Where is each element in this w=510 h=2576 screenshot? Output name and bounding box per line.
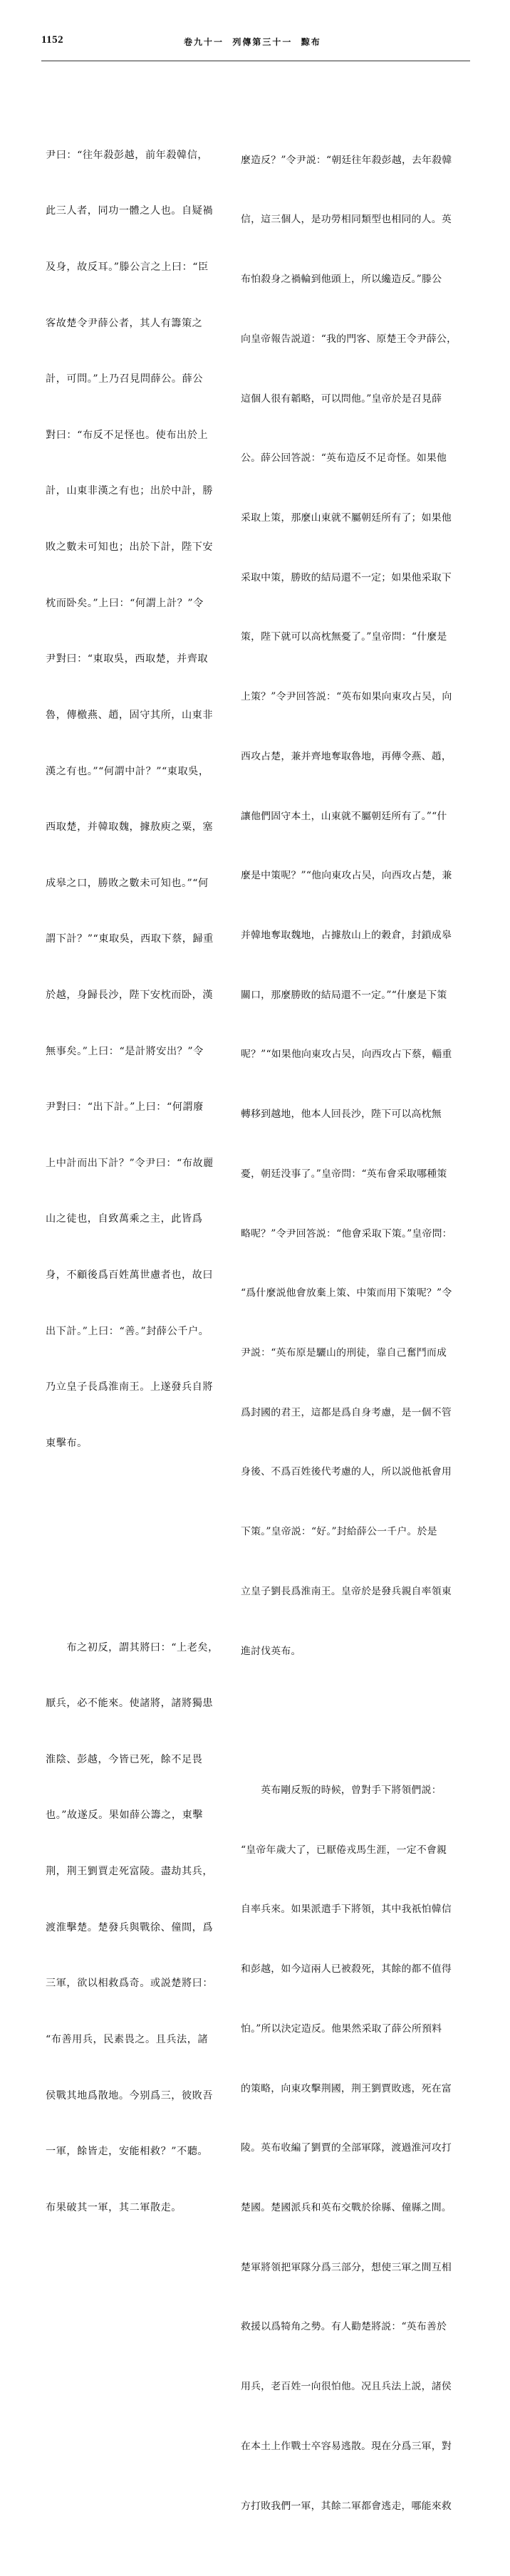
classical-paragraph-1 — [46, 108, 231, 1490]
text-line: 關口，那麼勝敗的結局還不一定。”“什麼是下策 — [241, 989, 447, 1001]
text-line: 枕而卧矣。”上曰：“何謂上計？”令 — [46, 597, 204, 609]
text-line: 信，這三個人，是功勞相同類型也相同的人。英 — [241, 214, 452, 226]
text-line: 渡淮擊楚。楚發兵與戰徐、僮間，爲 — [46, 1921, 214, 1933]
text-line: 布之初反，謂其將曰：“上老矣， — [46, 1641, 219, 1653]
text-line: 厭兵，必不能來。使諸將，諸將獨患 — [46, 1698, 214, 1710]
text-line: 漢之有也。”“何謂中計？”“東取吳， — [46, 765, 209, 777]
text-line: 荆，荆王劉賈走死富陵。盡劫其兵， — [46, 1866, 214, 1878]
text-line: 尹對曰：“東取吳，西取楚，并齊取 — [46, 653, 209, 665]
text-line: 立皇子劉長爲淮南王。皇帝於是發兵親自率領東 — [241, 1585, 452, 1597]
text-line: 客故楚令尹薛公者，其人有籌策之 — [46, 317, 203, 329]
text-line: 采取上策，那麼山東就不屬朝廷所有了；如果他 — [241, 511, 452, 524]
text-line: 陵。英布收編了劉賈的全部軍隊，渡過淮河攻打 — [241, 2142, 452, 2154]
text-line: 山之徒也，自致萬乘之主，此皆爲 — [46, 1213, 203, 1225]
text-line: 計，山東非漢之有也；出於中計，勝 — [46, 485, 214, 497]
text-line: 讓他們固守本土，山東就不屬朝廷所有了。”“什 — [241, 810, 447, 822]
text-line: 下策。”皇帝説：“好。”封給薛公一千户。於是 — [241, 1526, 437, 1538]
translation-column — [241, 71, 469, 2576]
text-line: 這個人很有韜略，可以問他。”皇帝於是召見薛 — [241, 393, 442, 405]
text-line: 布果破其一軍，其二軍散走。 — [46, 2201, 182, 2213]
text-line: 對曰：“布反不足怪也。使布出於上 — [46, 429, 209, 441]
text-line: 的策略，向東攻擊荆國，荆王劉賈敗逃，死在富 — [241, 2082, 452, 2094]
text-line: 身後、不爲百姓後代考慮的人，所以説他祇會用 — [241, 1466, 452, 1478]
text-line: 向皇帝報告説道：“我的門客、原楚王令尹薛公， — [241, 333, 457, 345]
text-line: 麼是中策呢？”“他向東攻占吴，向西攻占楚，兼 — [241, 870, 452, 882]
text-line: 西取楚，并韓取魏，據敖庾之粟，塞 — [46, 821, 214, 833]
page-number: 1152 — [41, 34, 64, 46]
text-line: 救援以爲犄角之勢。有人勸楚將説：“英布善於 — [241, 2321, 447, 2333]
text-line: 英布剛反叛的時候，曾對手下將領們説： — [241, 1784, 442, 1796]
text-line: 於越，身歸長沙，陛下安枕而卧，漢 — [46, 989, 214, 1001]
text-line: 此三人者，同功一體之人也。自疑禍 — [46, 205, 214, 217]
text-line: 爲封國的君王，這都是爲自身考慮，是一個不管 — [241, 1406, 452, 1418]
text-line: 方打敗我們一軍，其餘二軍都會逃走，哪能來救 — [241, 2500, 452, 2512]
text-line: 麼造反？”令尹説：“朝廷往年殺彭越，去年殺韓 — [241, 154, 452, 166]
text-line: 楚軍將領把軍隊分爲三部分，想使三軍之間互相 — [241, 2261, 452, 2273]
text-line: 也。”故遂反。果如薛公籌之，東擊 — [46, 1809, 203, 1822]
text-line: 計，可問。”上乃召見問薛公。薛公 — [46, 373, 203, 385]
text-line: 出下計。”上曰：“善。”封薛公千户。 — [46, 1325, 209, 1337]
text-line: 魯，傳檄燕、趙，固守其所，山東非 — [46, 709, 214, 721]
text-line: “爲什麼説他會放棄上策、中策而用下策呢？”令 — [241, 1287, 452, 1299]
text-line: 及身，故反耳。”滕公言之上曰：“臣 — [46, 261, 209, 274]
text-line: 采取中策，勝敗的結局還不一定；如果他采取下 — [241, 571, 452, 583]
text-line: 三軍，欲以相救爲奇。或説楚將曰： — [46, 1978, 214, 1990]
text-line: “皇帝年歲大了，已厭倦戎馬生涯，一定不會親 — [241, 1844, 447, 1856]
text-line: 呢？”“如果他向東攻占吴，向西攻占下蔡，輜重 — [241, 1049, 452, 1061]
text-line: 和彭越，如今這兩人已被殺死，其餘的都不值得 — [241, 1963, 452, 1975]
text-line: 淮陰、彭越，今皆已死，餘不足畏 — [46, 1753, 203, 1765]
classical-paragraph-2 — [46, 1601, 231, 2254]
text-line: 布怕殺身之禍輪到他頭上，所以纔造反。”滕公 — [241, 274, 442, 286]
text-line: 自率兵來。如果派遣手下將領，其中我祇怕韓信 — [241, 1904, 452, 1916]
text-line: 怕。”所以決定造反。他果然采取了薛公所預料 — [241, 2022, 442, 2035]
text-line: 尹對曰：“出下計。”上曰：“何謂廢 — [46, 1101, 204, 1113]
text-line: 乃立皇子長爲淮南王。上遂發兵自將 — [46, 1381, 214, 1393]
text-line: 上中計而出下計？”令尹曰：“布故麗 — [46, 1157, 214, 1169]
paragraph-gap — [46, 1527, 231, 1564]
text-line: 并韓地奪取魏地，占據敖山上的穀倉，封鎖成皋 — [241, 929, 452, 941]
text-line: 在本土上作戰士卒容易逃散。現在分爲三軍，對 — [241, 2440, 452, 2452]
text-line: 上策？”令尹回答説：“英布如果向東攻占吴，向 — [241, 691, 452, 703]
text-line: 一軍，餘皆走，安能相救？”不聽。 — [46, 2146, 209, 2158]
text-line: 身，不顧後爲百姓萬世慮者也，故曰 — [46, 1269, 214, 1281]
text-line: 謂下計？”“東取吳，西取下蔡，歸重 — [46, 933, 214, 945]
text-line: 成皋之口，勝敗之數未可知也。”“何 — [46, 877, 209, 889]
running-head: 卷九十一 列傳第三十一 黥布 — [184, 37, 321, 47]
text-line: 敗之數未可知也；出於下計，陛下安 — [46, 541, 214, 554]
text-line: 尹説：“英布原是驪山的刑徒，靠自己奮鬥而成 — [241, 1347, 447, 1359]
text-line: 略呢？”令尹回答説：“他會采取下策。”皇帝問： — [241, 1227, 452, 1240]
text-line: 策，陛下就可以高枕無憂了。”皇帝問：“什麼是 — [241, 631, 447, 643]
text-line: 東擊布。 — [46, 1437, 88, 1449]
text-line: 進討伐英布。 — [241, 1645, 301, 1657]
text-line: “布善用兵，民素畏之。且兵法，諸 — [46, 2033, 209, 2045]
text-line: 楚國。楚國派兵和英布交戰於徐縣、僮縣之間。 — [241, 2201, 452, 2213]
text-line: 用兵，老百姓一向很怕他。况且兵法上説，諸侯 — [241, 2381, 452, 2393]
text-line: 公。薛公回答説：“英布造反不足奇怪。如果他 — [241, 452, 447, 464]
text-line: 無事矣。”上曰：“是計將安出？”令 — [46, 1045, 204, 1057]
text-line: 轉移到越地，他本人回長沙，陛下可以高枕無 — [241, 1108, 442, 1121]
translation-paragraph-1 — [241, 111, 469, 1702]
text-line: 尹曰：“往年殺彭越，前年殺韓信， — [46, 149, 209, 161]
translation-paragraph-2 — [241, 1741, 469, 2556]
text-line: 憂，朝廷没事了。”皇帝問：“英布會采取哪種策 — [241, 1168, 447, 1180]
text-line: 西攻占楚，兼并齊地奪取魯地，再傳令燕、趙， — [241, 750, 452, 762]
classical-text-column — [46, 71, 231, 2273]
text-line: 侯戰其地爲散地。今别爲三，彼敗吾 — [46, 2089, 214, 2102]
